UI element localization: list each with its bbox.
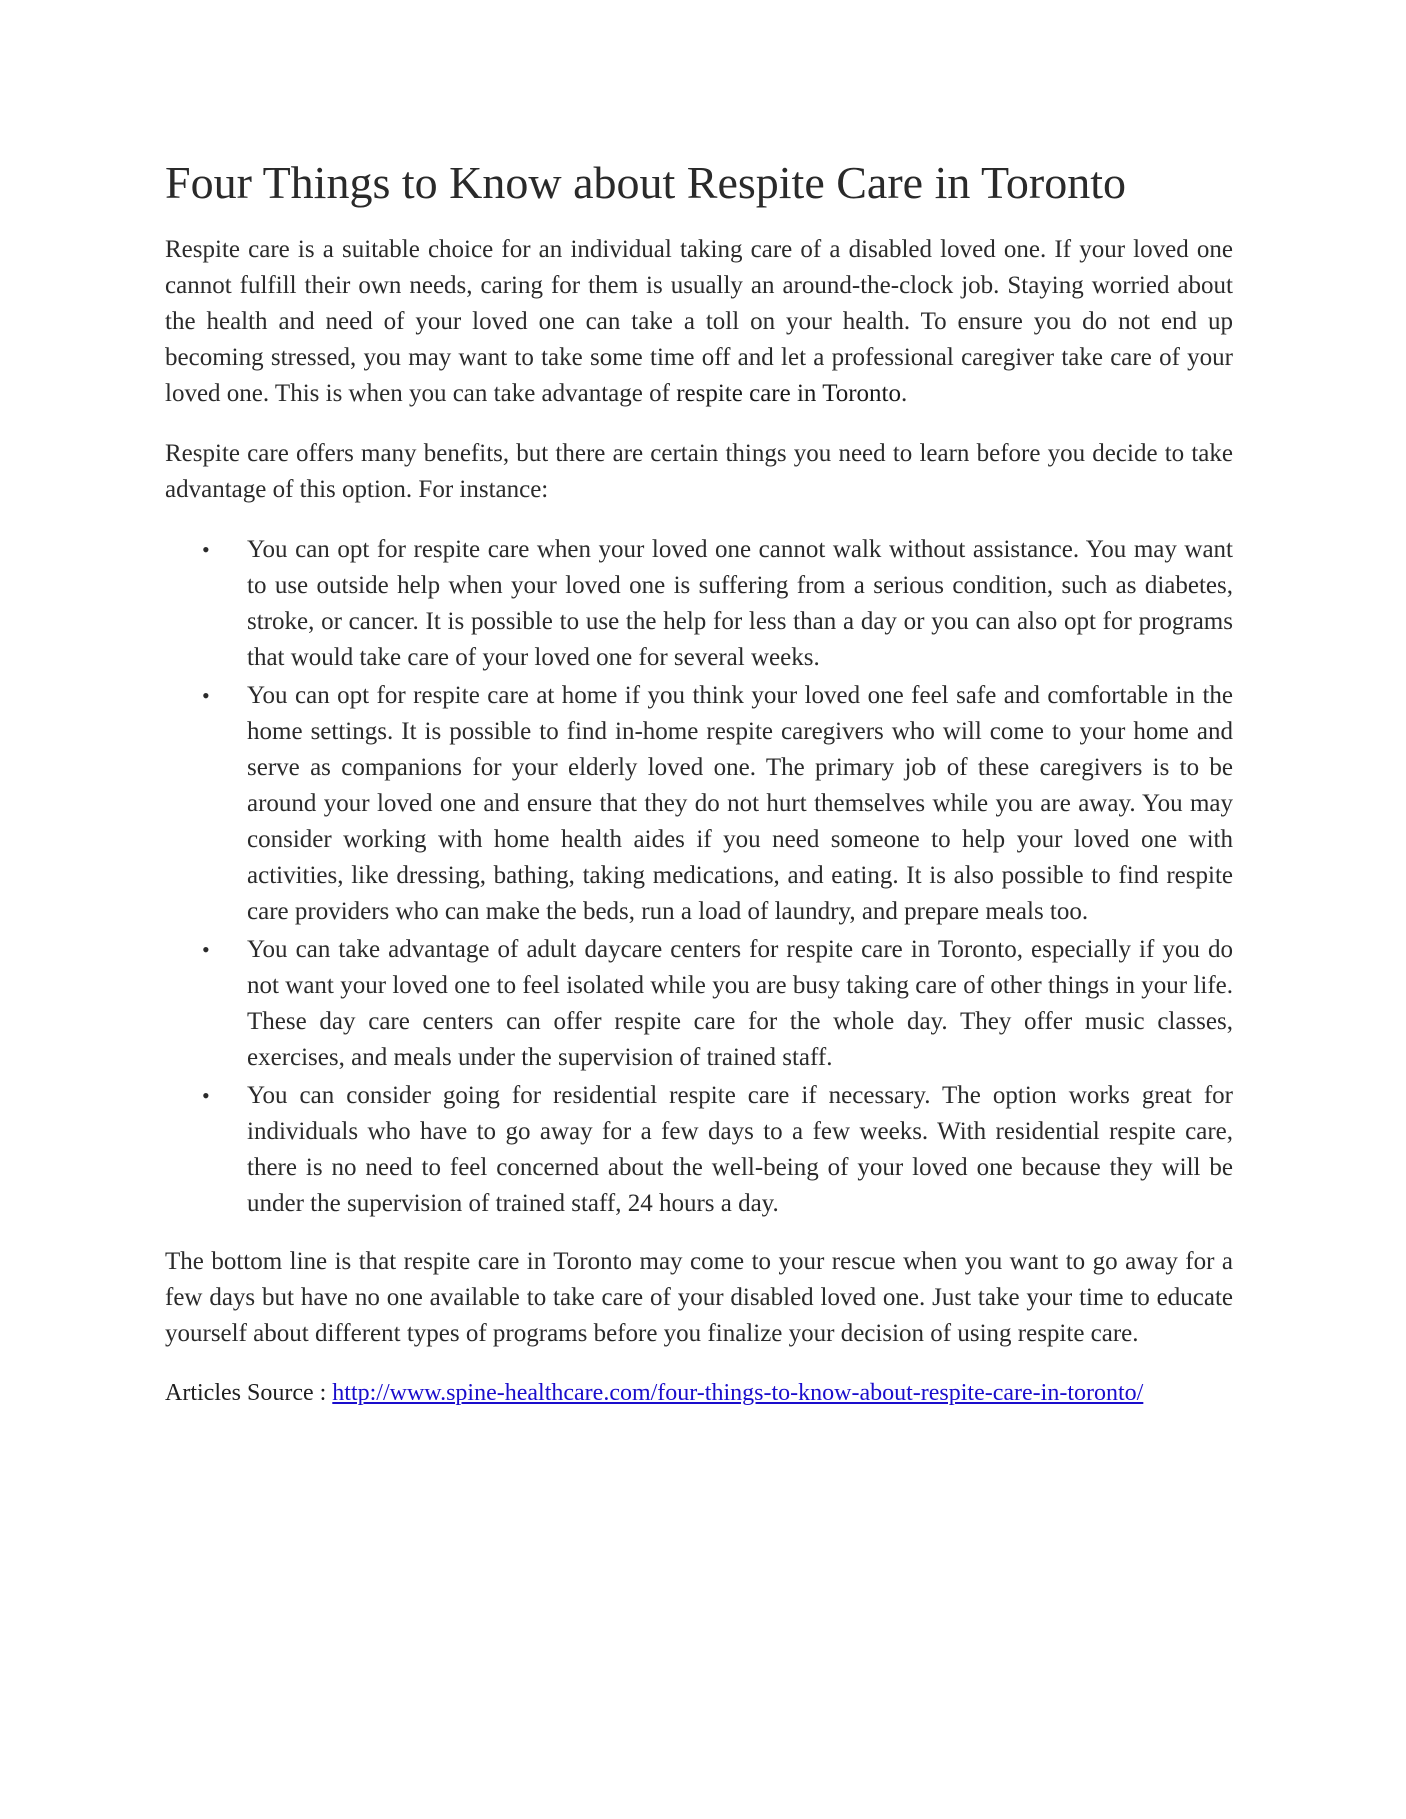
- conclusion-paragraph: The bottom line is that respite care in Toronto may come to your rescue when you want to go away for a few days but have no one available to take care of your disabled loved one. Just take your time to educate yourself about different types of programs before you finalize your decision of using respite care.: [165, 1248, 1233, 1348]
- source-label: Articles Source :: [165, 1380, 333, 1407]
- list-item-text: You can opt for respite care at home if you think your loved one feel safe and comfortable in the home settings. It is possible to find in-home respite caregivers who will come to your home and serve as companions for your elderly loved one. The primary job of these caregivers is to be around your loved one and ensure that they do not hurt themselves while you are away. You may consider working with home health aides if you need someone to help your loved one with activities, like dressing, bathing, taking medications, and eating. It is also possible to find respite care providers who can make the beds, run a load of laundry, and prepare meals too.: [247, 682, 1233, 926]
- page-title: Four Things to Know about Respite Care in Toronto: [165, 157, 1127, 208]
- lead-in-paragraph: Respite care offers many benefits, but there are certain things you need to learn before you decide to take advantage of this option. For instance:: [165, 440, 1233, 504]
- source-link[interactable]: http://www.spine-healthcare.com/four-things-to-know-about-respite-care-in-toronto/: [332, 1380, 1144, 1407]
- bullet-icon: •: [202, 537, 210, 563]
- document-page: [165, 155, 1233, 1410]
- intro-end: .: [901, 380, 908, 408]
- intro-text: Respite care is a suitable choice for an individual taking care of a disabled loved one. If your loved one cannot fulfill their own needs, caring for them is usually an around-the-clock job. Staying worried about the health and need of your loved one can take a toll on your health. To ensure you do not end up becoming stressed, you may want to take some time off and let a professional caregiver take care of your loved one. This is when you can take advantage of: [165, 236, 1233, 408]
- list-item-text: You can take advantage of adult daycare centers for respite care in Toronto, especially if you do not want your loved one to feel isolated while you are busy taking care of other things in your life. These day care centers can offer respite care for the whole day. They offer music classes, exercises, and meals under the supervision of trained staff.: [247, 936, 1233, 1072]
- bullet-icon: •: [202, 1083, 210, 1109]
- list-item: [202, 1078, 1233, 1222]
- bullet-list: [165, 532, 1233, 1222]
- list-item-text: You can opt for respite care when your loved one cannot walk without assistance. You may want to use outside help when your loved one is suffering from a serious condition, such as diabetes, stroke, or cancer. It is possible to use the help for less than a day or you can also opt for programs that would take care of your loved one for several weeks.: [247, 536, 1233, 672]
- respite-care-toronto-phrase: respite care in Toronto: [676, 380, 901, 408]
- list-item: [202, 678, 1233, 930]
- list-item: [202, 932, 1233, 1076]
- bullet-icon: •: [202, 683, 210, 709]
- intro-paragraph: [165, 232, 1233, 412]
- article-source: [165, 1376, 1233, 1410]
- list-item: [202, 532, 1233, 676]
- list-item-text: You can consider going for residential respite care if necessary. The option works great for individuals who have to go away for a few days to a few weeks. With residential respite care, there is no need to feel concerned about the well-being of your loved one because they will be under the supervision of trained staff, 24 hours a day.: [247, 1082, 1233, 1218]
- bullet-icon: •: [202, 937, 210, 963]
